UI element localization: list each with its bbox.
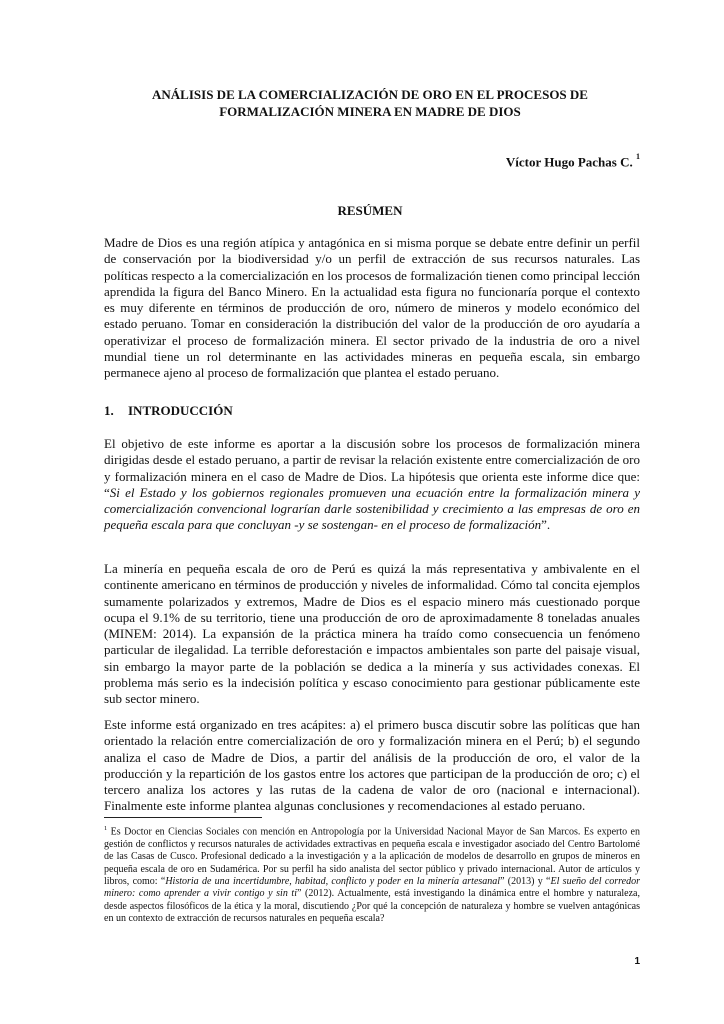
intro-p1-tail: ”. xyxy=(541,517,551,533)
hypothesis-quote: Si el Estado y los gobiernos regionales promueven una ecuación entre la formalización minera y comercialización convencional lograrían darle sostenibilidad y crecimiento a las empresas de oro en pequeña escala para que concluyan -y se sostengan- en el proceso de formalización xyxy=(104,484,640,533)
title-line-1: ANÁLISIS DE LA COMERCIALIZACIÓN DE ORO EN EL PROCESOS DE xyxy=(152,87,588,102)
author-footnote-ref: 1 xyxy=(636,152,640,161)
footnote xyxy=(104,823,640,926)
abstract-text: Madre de Dios es una región atípica y antagónica en si misma porque se debate entre definir un perfil de conservación por la biodiversidad y/o un perfil de extracción de sus recursos naturales. Las políticas respecto a la comercialización en los procesos de formalización tienen como principal lección aprendida la figura del Banco Minero. En la actualidad esta figura no funcionaría porque el contexto es muy diferente en términos de producción de oro, número de mineros y modelo económico del estado peruano. Tomar en consideración la distribución del valor de la producción de oro ayudaría a operativizar el proceso de formalización minera. El sector privado de la industria de oro a nivel mundial tiene un rol determinante en las actividades mineras en pequeña escala, sin embargo permanece ajeno al proceso de formalización que plantea el estado peruano. xyxy=(104,235,640,381)
intro-paragraph-1 xyxy=(104,436,640,534)
page-number: 1 xyxy=(634,956,640,967)
footnote-text-c: ” (2012). Actualmente, está investigando la dinámica entre el hombre y naturaleza, desde aspectos filosóficos de la ética y la moral, discutiendo ¿Por qué la concepción de naturaleza y hombre se vuelven antagónicas en un contexto de extracción de recursos naturales en pequeña escala? xyxy=(104,888,640,925)
footnote-separator xyxy=(104,817,262,818)
intro-paragraph-3: Este informe está organizado en tres acápites: a) el primero busca discutir sobre las políticas que han orientado la relación entre comercialización de oro y formalización minera en el Perú; b) el segundo analiza el caso de Madre de Dios, a partir del análisis de la producción de oro, el valor de la producción y la repartición de los gastos entre los actores que participan de la producción de oro; c) el tercero analiza los actores y las rutas de la cadena de valor de oro (nacional e internacional). Finalmente este informe plantea algunas conclusiones y recomendaciones al estado peruano. xyxy=(104,717,640,814)
footnote-book-2: El sueño del corredor minero: como aprender a vivir contigo y sin ti xyxy=(104,875,641,900)
footnote-text-a: Es Doctor en Ciencias Sociales con mención en Antropología por la Universidad Nacional Mayor de San Marcos. Es experto en gestión de conflictos y recursos naturales de actividades extractivas en pequeña escala e investigador asociado del Centro Bartolomé de las Casas de Cusco. Profesional dedicado a la investigación y a la aplicación de modelos de desarrollo en grupos de mineros en pequeña escala de oro en Sudamérica. Por su perfil ha sido analista del sector público y privado internacional. Autor de artículos y libros, como: “ xyxy=(104,826,640,887)
footnote-marker: 1 xyxy=(104,825,108,832)
author-name: Víctor Hugo Pachas C. xyxy=(505,154,633,170)
abstract-heading: RESÚMEN xyxy=(337,203,403,218)
section-heading xyxy=(104,403,233,419)
footnote-text-b: ” (2013) y “ xyxy=(500,875,551,887)
author-line xyxy=(506,150,640,170)
intro-p1-lead: El objetivo de este informe es aportar a la discusión sobre los procesos de formalización minera dirigidas desde el estado peruano, a partir de revisar la relación existente entre comercialización de oro y formalización minera en el caso de Madre de Dios. La hipótesis que orienta este informe dice que: “ xyxy=(104,436,640,500)
document-title xyxy=(100,86,640,120)
title-line-2: FORMALIZACIÓN MINERA EN MADRE DE DIOS xyxy=(219,104,521,119)
section-number: 1. xyxy=(104,403,114,418)
intro-paragraph-2: La minería en pequeña escala de oro de Perú es quizá la más representativa y ambivalente en el continente americano en términos de producción y niveles de informalidad. Cómo tal concita ejemplos sumamente polarizados y extremos, Madre de Dios es el espacio minero más cuestionado porque ocupa el 9.1% de su territorio, tiene una producción de oro de aproximadamente 8 toneladas anuales (MINEM: 2014). La expansión de la práctica minera ha traído como consecuencia un fenómeno particular de ilegalidad. La terrible deforestación e impactos ambientales son parte del paisaje visual, sin embargo la mayor parte de la población se dedica a la minería y sus actividades conexas. El problema más serio es la indecisión política y escaso conocimiento para gestionar públicamente este sub sector minero. xyxy=(104,561,640,707)
section-title: INTRODUCCIÓN xyxy=(128,403,233,418)
footnote-book-1: Historia de una incertidumbre, habitad, conflicto y poder en la minería artesanal xyxy=(165,875,501,887)
